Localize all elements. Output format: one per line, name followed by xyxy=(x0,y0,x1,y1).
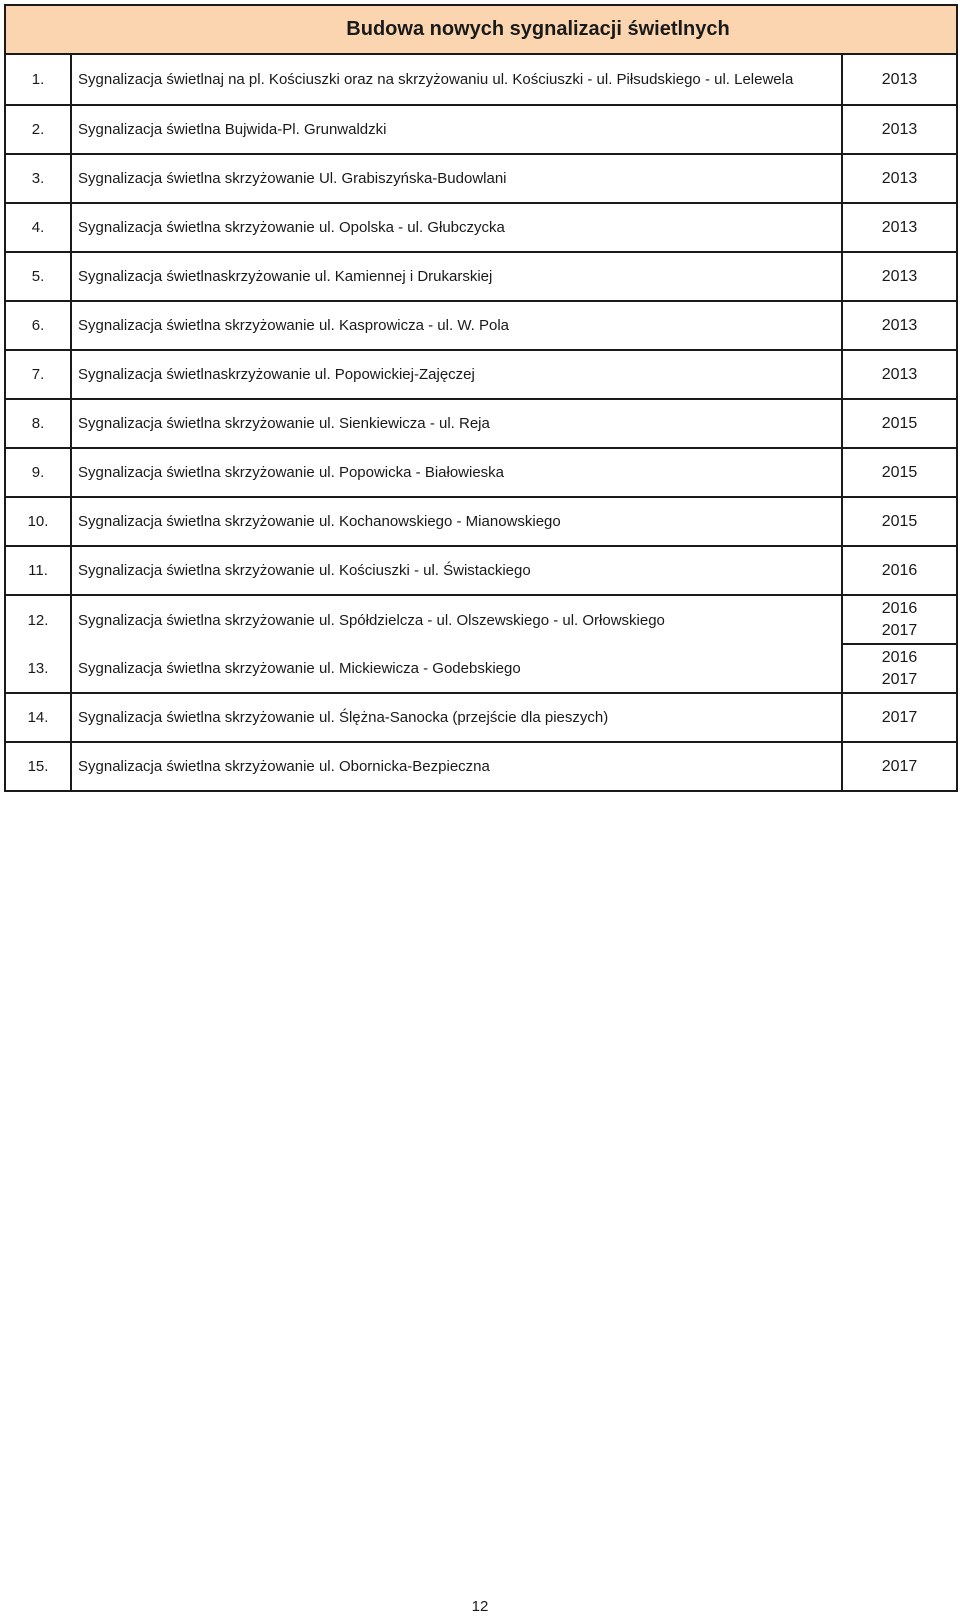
table-row xyxy=(5,546,957,595)
row-number: 7. xyxy=(5,350,71,399)
row-number: 12. xyxy=(5,595,71,644)
table-header-row xyxy=(5,5,957,54)
row-year: 2013 xyxy=(842,252,957,301)
row-year: 2016 xyxy=(842,546,957,595)
row-year: 2013 xyxy=(842,54,957,105)
row-year: 2013 xyxy=(842,203,957,252)
row-year-start: 2016 xyxy=(881,648,918,666)
row-name: Sygnalizacja świetlna skrzyżowanie ul. Kochanowskiego - Mianowskiego xyxy=(71,497,842,546)
table-row xyxy=(5,350,957,399)
row-number: 5. xyxy=(5,252,71,301)
table-row xyxy=(5,154,957,203)
row-name: Sygnalizacja świetlnaj na pl. Kościuszki oraz na skrzyżowaniu ul. Kościuszki - ul. Piłsudskiego - ul. Lelewela xyxy=(71,54,842,105)
row-name: Sygnalizacja świetlna skrzyżowanie ul. Kasprowicza - ul. W. Pola xyxy=(71,301,842,350)
row-name: Sygnalizacja świetlna skrzyżowanie ul. Sienkiewicza - ul. Reja xyxy=(71,399,842,448)
table-row xyxy=(5,203,957,252)
row-number: 10. xyxy=(5,497,71,546)
table-row xyxy=(5,693,957,742)
row-number: 15. xyxy=(5,742,71,791)
row-name: Sygnalizacja świetlna skrzyżowanie ul. Spółdzielcza - ul. Olszewskiego - ul. Orłowskiego xyxy=(71,595,842,644)
row-year xyxy=(842,595,957,644)
row-year: 2015 xyxy=(842,448,957,497)
row-name: Sygnalizacja świetlna skrzyżowanie ul. Obornicka-Bezpieczna xyxy=(71,742,842,791)
row-year-start: 2016 xyxy=(881,599,918,617)
row-name: Sygnalizacja świetlnaskrzyżowanie ul. Kamiennej i Drukarskiej xyxy=(71,252,842,301)
row-number: 3. xyxy=(5,154,71,203)
table-row xyxy=(5,448,957,497)
table-row xyxy=(5,595,957,644)
row-number: 13. xyxy=(5,644,71,693)
row-year-end: 2017 xyxy=(881,670,918,688)
row-name: Sygnalizacja świetlna skrzyżowanie ul. Opolska - ul. Głubczycka xyxy=(71,203,842,252)
table-row xyxy=(5,644,957,693)
row-name: Sygnalizacja świetlna skrzyżowanie ul. Mickiewicza - Godebskiego xyxy=(71,644,842,693)
table-row xyxy=(5,105,957,154)
row-year xyxy=(842,644,957,693)
row-name: Sygnalizacja świetlna Bujwida-Pl. Grunwaldzki xyxy=(71,105,842,154)
page-number: 12 xyxy=(471,1598,489,1615)
row-number: 14. xyxy=(5,693,71,742)
row-name: Sygnalizacja świetlnaskrzyżowanie ul. Popowickiej-Zajęczej xyxy=(71,350,842,399)
row-year: 2017 xyxy=(842,693,957,742)
row-year: 2017 xyxy=(842,742,957,791)
investment-table xyxy=(4,4,958,792)
row-name: Sygnalizacja świetlna skrzyżowanie Ul. Grabiszyńska-Budowlani xyxy=(71,154,842,203)
row-name: Sygnalizacja świetlna skrzyżowanie ul. Kościuszki - ul. Świstackiego xyxy=(71,546,842,595)
row-number: 4. xyxy=(5,203,71,252)
row-number: 8. xyxy=(5,399,71,448)
row-name: Sygnalizacja świetlna skrzyżowanie ul. Popowicka - Białowieska xyxy=(71,448,842,497)
table-row xyxy=(5,742,957,791)
table-row xyxy=(5,497,957,546)
row-number: 2. xyxy=(5,105,71,154)
table-row xyxy=(5,399,957,448)
row-year-end: 2017 xyxy=(881,621,918,639)
row-year: 2013 xyxy=(842,105,957,154)
row-year: 2013 xyxy=(842,350,957,399)
row-number: 6. xyxy=(5,301,71,350)
row-year: 2013 xyxy=(842,301,957,350)
row-number: 9. xyxy=(5,448,71,497)
table-row xyxy=(5,252,957,301)
table-row xyxy=(5,301,957,350)
row-year: 2013 xyxy=(842,154,957,203)
row-year: 2015 xyxy=(842,399,957,448)
table-title: Budowa nowych sygnalizacji świetlnych xyxy=(5,5,957,54)
row-number: 1. xyxy=(5,54,71,105)
row-year: 2015 xyxy=(842,497,957,546)
row-number: 11. xyxy=(5,546,71,595)
table-row xyxy=(5,54,957,105)
row-name: Sygnalizacja świetlna skrzyżowanie ul. Ślężna-Sanocka (przejście dla pieszych) xyxy=(71,693,842,742)
